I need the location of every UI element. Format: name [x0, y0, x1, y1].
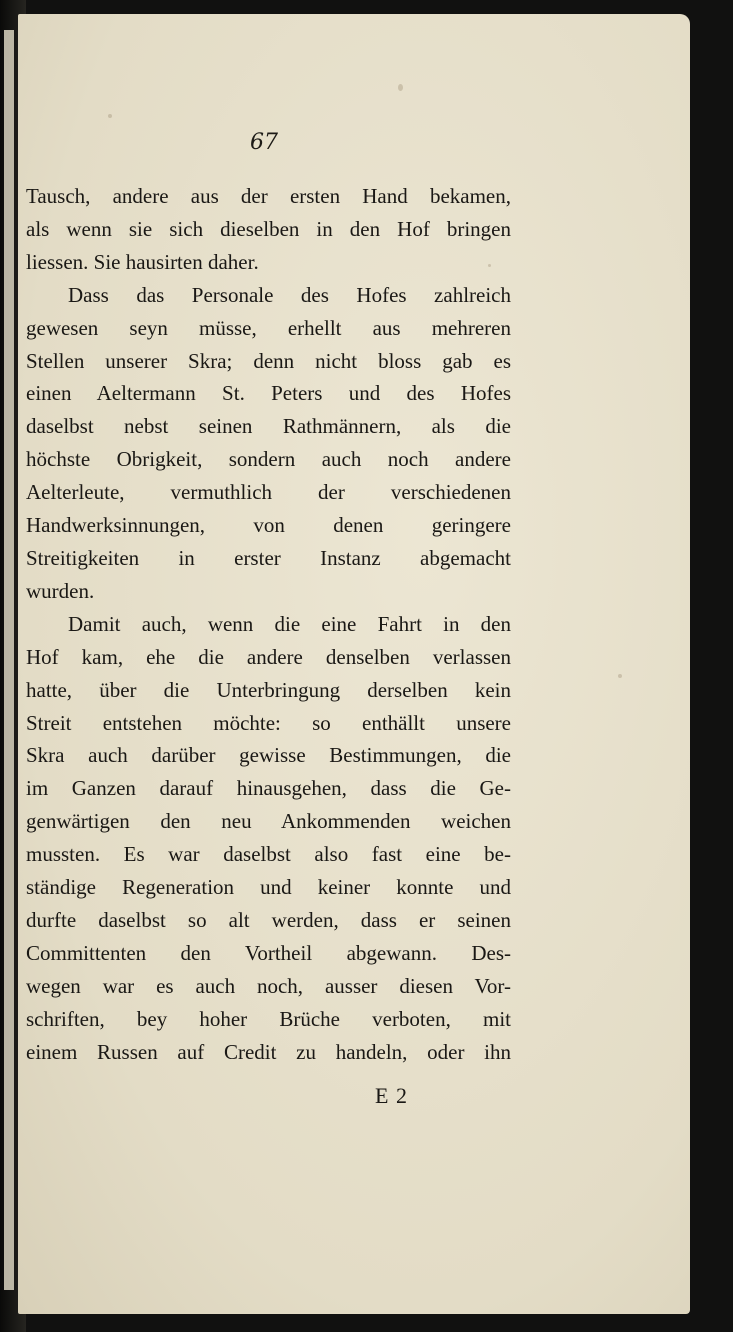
text-line: Tausch, andere aus der ersten Hand bekamen,: [26, 184, 511, 208]
text-line: Handwerksinnungen, von denen geringere: [26, 513, 511, 538]
text-line: ständige Regeneration und keiner konnte und: [26, 875, 511, 900]
text-line: einen Aeltermann St. Peters und des Hofes: [26, 381, 511, 406]
text-line: wegen war es auch noch, ausser diesen Vor-: [26, 973, 511, 998]
text-line: hatte, über die Unterbringung derselben kein: [26, 677, 511, 702]
text-line: Aelterleute, vermuthlich der verschiedenen: [26, 480, 511, 505]
text-line: Streit entstehen möchte: so enthällt unsere: [26, 710, 511, 735]
body-text: [26, 180, 511, 1068]
text-line: Streitigkeiten in erster Instanz abgemacht: [26, 545, 511, 570]
text-line: Dass das Personale des Hofes zahlreich: [68, 282, 511, 307]
text-line: Stellen unserer Skra; denn nicht bloss gab es: [26, 348, 511, 373]
text-line: gewesen seyn müsse, erhellt aus mehreren: [26, 315, 511, 340]
text-line: durfte daselbst so alt werden, dass er seinen: [26, 907, 511, 932]
text-line: liessen. Sie hausirten daher.: [26, 249, 259, 274]
paper-spot: [618, 674, 622, 678]
text-line: einem Russen auf Credit zu handeln, oder ihn: [26, 1039, 511, 1064]
text-line: Skra auch darüber gewisse Bestimmungen, die: [26, 743, 511, 768]
text-line: Hof kam, ehe die andere denselben verlassen: [26, 644, 511, 669]
signature-mark: E 2: [375, 1083, 408, 1108]
text-line: daselbst nebst seinen Rathmännern, als die: [26, 414, 511, 439]
text-line: als wenn sie sich dieselben in den Hof bringen: [26, 216, 511, 241]
paper-spot: [108, 114, 112, 118]
previous-page-edge: [4, 30, 14, 1290]
text-line: höchste Obrigkeit, sondern auch noch andere: [26, 447, 511, 472]
text-line: mussten. Es war daselbst also fast eine be-: [26, 842, 511, 867]
text-line: Committenten den Vortheil abgewann. Des-: [26, 940, 511, 965]
text-line: im Ganzen darauf hinausgehen, dass die Ge-: [26, 776, 511, 801]
text-line: wurden.: [26, 578, 95, 603]
text-line: genwärtigen den neu Ankommenden weichen: [26, 809, 511, 834]
text-line: schriften, bey hoher Brüche verboten, mit: [26, 1006, 511, 1031]
paper-spot: [398, 84, 403, 91]
text-line: Damit auch, wenn die eine Fahrt in den: [68, 611, 511, 636]
page-number: 67: [250, 130, 278, 155]
